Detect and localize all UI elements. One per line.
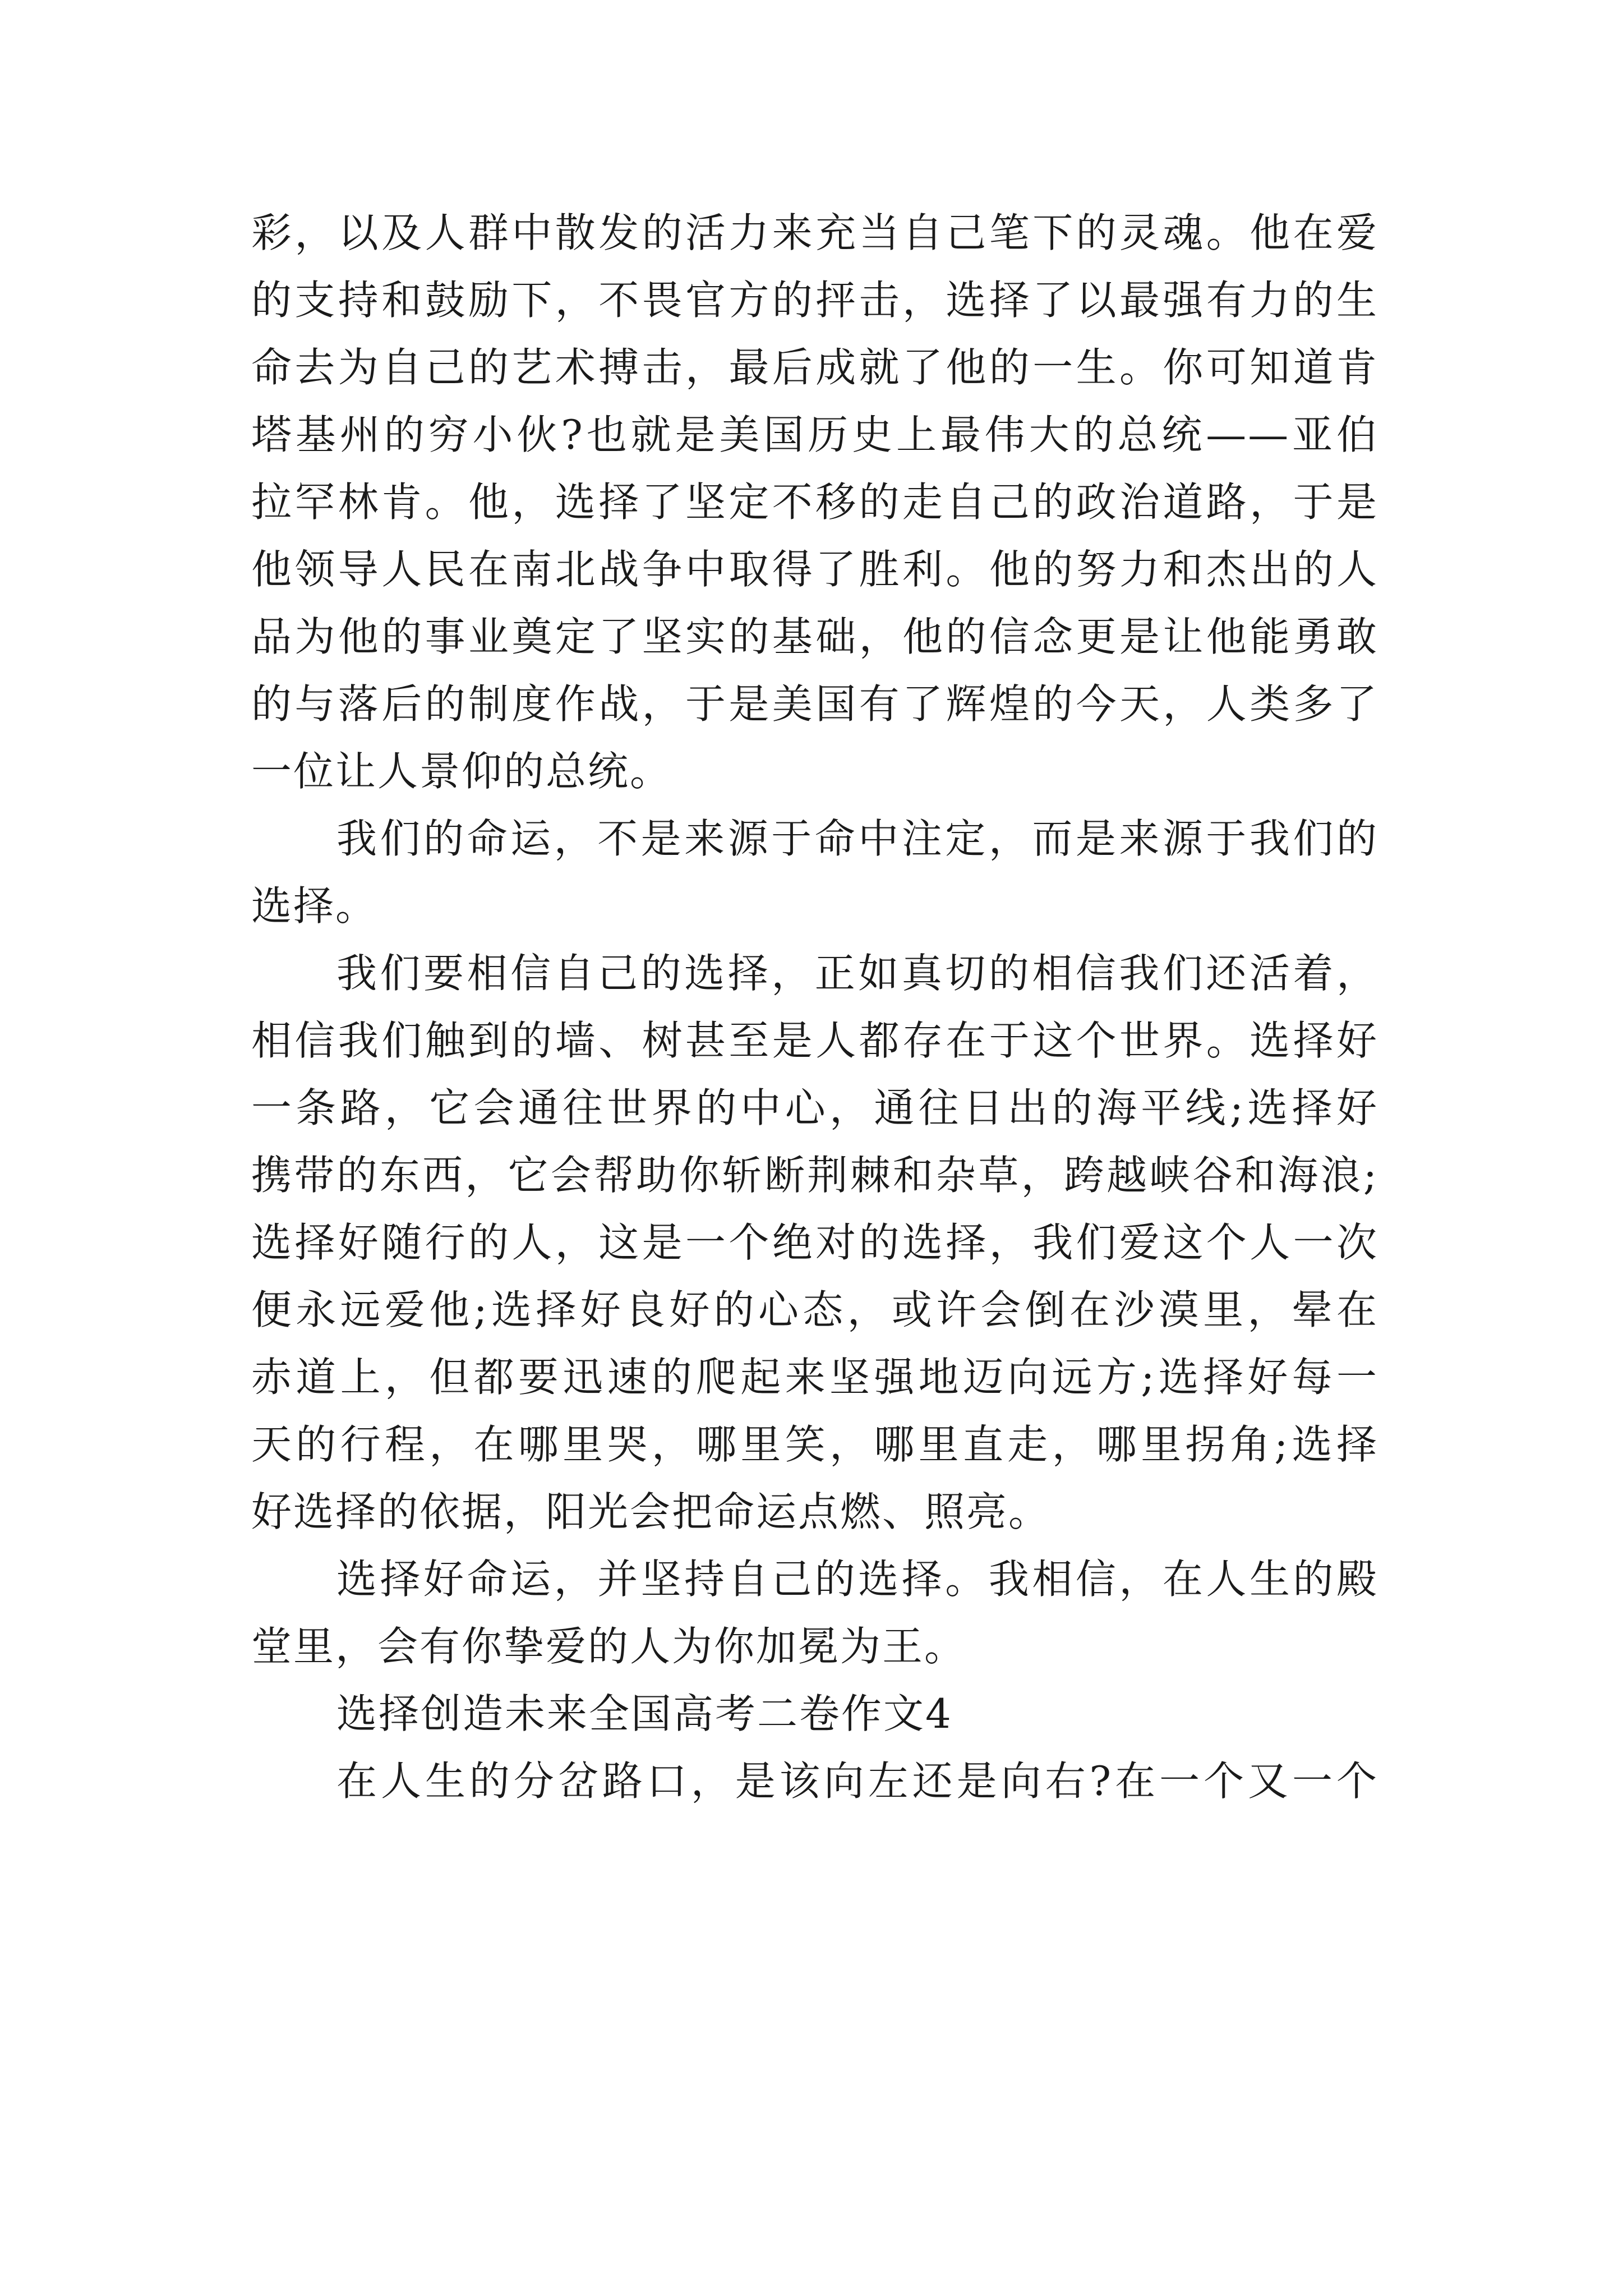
text-line: 相信我们触到的墙、树甚至是人都存在于这个世界。选择好 [251,1017,1378,1064]
text-line: 塔基州的穷小伙?也就是美国历史上最伟大的总统——亚伯 [251,411,1378,458]
text-line: 好选择的依据，阳光会把命运点燃、照亮。 [251,1488,1051,1535]
text-line: 赤道上，但都要迅速的爬起来坚强地迈向远方;选择好每一 [251,1354,1378,1401]
text-line: 拉罕林肯。他，选择了坚定不移的走自己的政治道路，于是 [251,478,1378,526]
paragraph-first-line: 在人生的分岔路口，是该向左还是向右?在一个又一个 [336,1757,1378,1805]
paragraph-first-line: 我们的命运，不是来源于命中注定，而是来源于我们的 [336,815,1378,862]
paragraph-first-line: 选择好命运，并坚持自己的选择。我相信，在人生的殿 [336,1556,1378,1603]
text-line: 的与落后的制度作战，于是美国有了辉煌的今天，人类多了 [251,680,1378,728]
essay-body [251,199,1378,1815]
text-line: 携带的东西，它会帮助你斩断荆棘和杂草，跨越峡谷和海浪; [251,1152,1378,1199]
text-line: 他领导人民在南北战争中取得了胜利。他的努力和杰出的人 [251,546,1378,593]
text-line: 的支持和鼓励下，不畏官方的抨击，选择了以最强有力的生 [251,277,1378,324]
text-line: 品为他的事业奠定了坚实的基础，他的信念更是让他能勇敢 [251,613,1378,660]
text-line: 彩，以及人群中散发的活力来充当自己笔下的灵魂。他在爱 [251,209,1378,256]
text-line: 一条路，它会通往世界的中心，通往日出的海平线;选择好 [251,1084,1378,1131]
text-line: 便永远爱他;选择好良好的心态，或许会倒在沙漠里，晕在 [251,1286,1378,1333]
text-line: 选择好随行的人，这是一个绝对的选择，我们爱这个人一次 [251,1219,1378,1266]
paragraph-first-line: 我们要相信自己的选择，正如真切的相信我们还活着， [336,950,1378,997]
section-heading: 选择创造未来全国高考二卷作文4 [336,1690,953,1737]
text-line: 命去为自己的艺术搏击，最后成就了他的一生。你可知道肯 [251,344,1378,391]
text-line: 堂里，会有你挚爱的人为你加冕为王。 [251,1623,967,1670]
text-line: 天的行程，在哪里哭，哪里笑，哪里直走，哪里拐角;选择 [251,1421,1378,1468]
text-line: 一位让人景仰的总统。 [251,748,672,795]
text-line: 选择。 [251,882,378,930]
